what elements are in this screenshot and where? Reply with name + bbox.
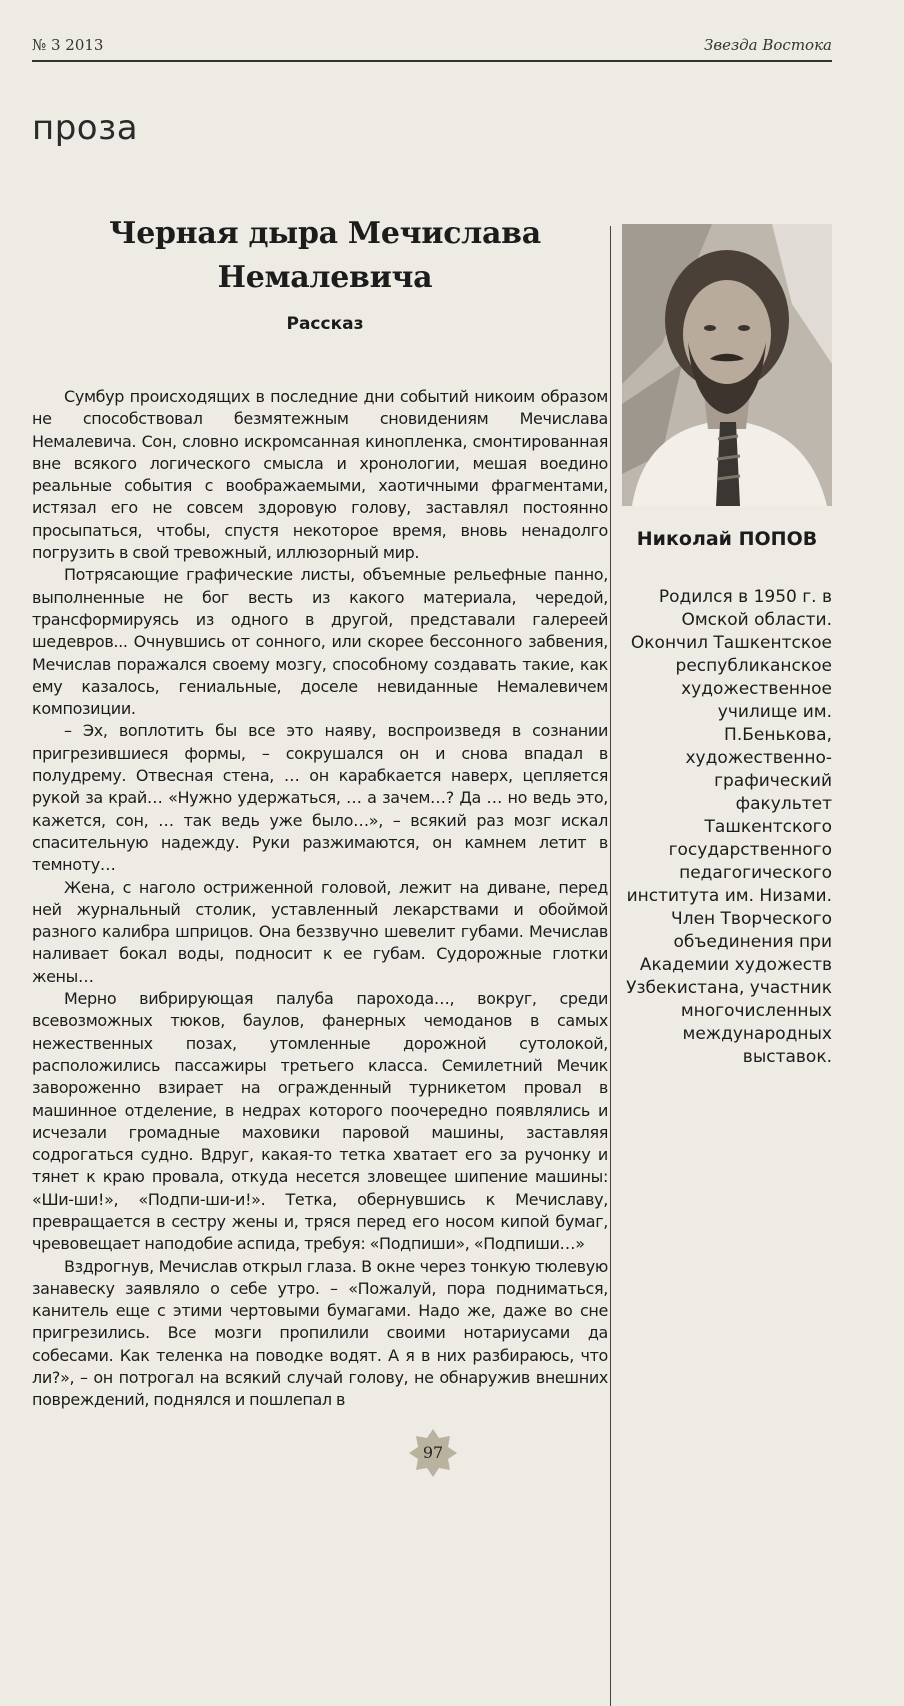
journal-name: Звезда Востока — [704, 36, 832, 54]
story-subtitle: Рассказ — [286, 314, 364, 334]
paragraph: Потрясающие графические листы, объемные рельефные панно, выполненные не бог весть из какого материала, чередой, трансформируясь из одного в другой, представали галереей шедевров... Очнувшись от сонного, или скорее бессонного забвения, Мечислав поражался своему мозгу, способному создавать такие, как ему казалось, гениальные, доселе невиданные Немалевичем композиции. — [32, 565, 608, 719]
section-label: проза — [32, 108, 139, 148]
story-title: Черная дыра Мечислава Немалевича — [109, 216, 541, 295]
paragraph: Вздрогнув, Мечислав открыл глаза. В окне через тонкую тюлевую занавеску заявляло о себе утро. – «Пожалуй, пора подниматься, канитель еще с этими чертовыми бумагами. Надо же, даже во сне пригрезились. Все мозги пропилили своими нотариусами да собесами. Как теленка на поводке водят. А я в них разбираюсь, что ли?», – он потрогал на всякий случай голову, не обнаружив внешних повреждений, поднялся и пошлепал в — [32, 1256, 608, 1410]
author-photo — [622, 224, 832, 506]
column-divider — [610, 226, 611, 1706]
paragraph: Сумбур происходящих в последние дни событий никоим образом не способствовал безмятежным сновидениям Мечислава Немалевича. Сон, словно искромсанная кинопленка, смонтированная вне всякого логического смысла и хронологии, мешая воедино реальные события с воображаемыми, хаотичными фрагментами, истязал его не совсем здоровую голову, заставлял постоянно просыпаться, чтобы, спустя некоторое время, вновь ненадолго погрузить в свой тревожный, иллюзорный мир. — [32, 387, 608, 563]
author-bio: Родился в 1950 г. в Омской области. Окончил Ташкентское республиканское художественное училище им. П.Бенькова, художественно-графический факультет Ташкентского государственного педагогического института им. Низами. Член Творческого объединения при Академии художеств Узбекистана, участник многочисленных международных выставок. — [626, 587, 832, 1067]
page-number: 97 — [422, 1443, 444, 1462]
header-rule — [32, 60, 832, 62]
paragraph: – Эх, воплотить бы все это наяву, воспроизведя в сознании пригрезившиеся формы, – сокрушался он и снова впадал в полудрему. Отвесная стена, … он карабкается наверх, цепляется рукой за край… «Нужно удержаться, … а зачем…? Да … но ведь это, кажется, сон, … так ведь уже было…», – всякий раз мозг искал спасительную надежду. Руки разжимаются, он камнем летит в темноту… — [32, 721, 608, 875]
paragraph: Мерно вибрирующая палуба парохода…, вокруг, среди всевозможных тюков, баулов, фанерных чемоданов в самых нежественных позах, утомленные дорожной сутолокой, расположились пассажиры третьего класса. Семилетний Мечик завороженно взирает на огражденный турникетом провал в машинное отделение, в недрах которого поочередно появлялись и исчезали громадные маховики паровой машины, заставляя содрогаться судно. Вдруг, какая-то тетка хватает его за ручонку и тянет к краю провала, откуда несется зловещее шипение машины: «Ши-ши!», «Подпи-ши-и!». Тетка, обернувшись к Мечиславу, превращается в сестру жены и, тряся перед его носом кипой бумаг, чревовещает наподобие аспида, требуя: «Подпиши», «Подпиши…» — [32, 989, 608, 1254]
running-header — [32, 36, 832, 60]
author-portrait-illustration — [622, 224, 832, 506]
paragraph: Жена, с наголо остриженной головой, лежит на диване, перед ней журнальный столик, уставленный лекарствами и обоймой разного калибра шприцов. Она беззвучно шевелит губами. Мечислав наливает бокал воды, подносит к ее губам. Судорожные глотки жены… — [32, 877, 608, 986]
author-name: Николай ПОПОВ — [636, 528, 818, 550]
issue-label: № 3 2013 — [32, 36, 104, 54]
story-body — [32, 386, 608, 1436]
